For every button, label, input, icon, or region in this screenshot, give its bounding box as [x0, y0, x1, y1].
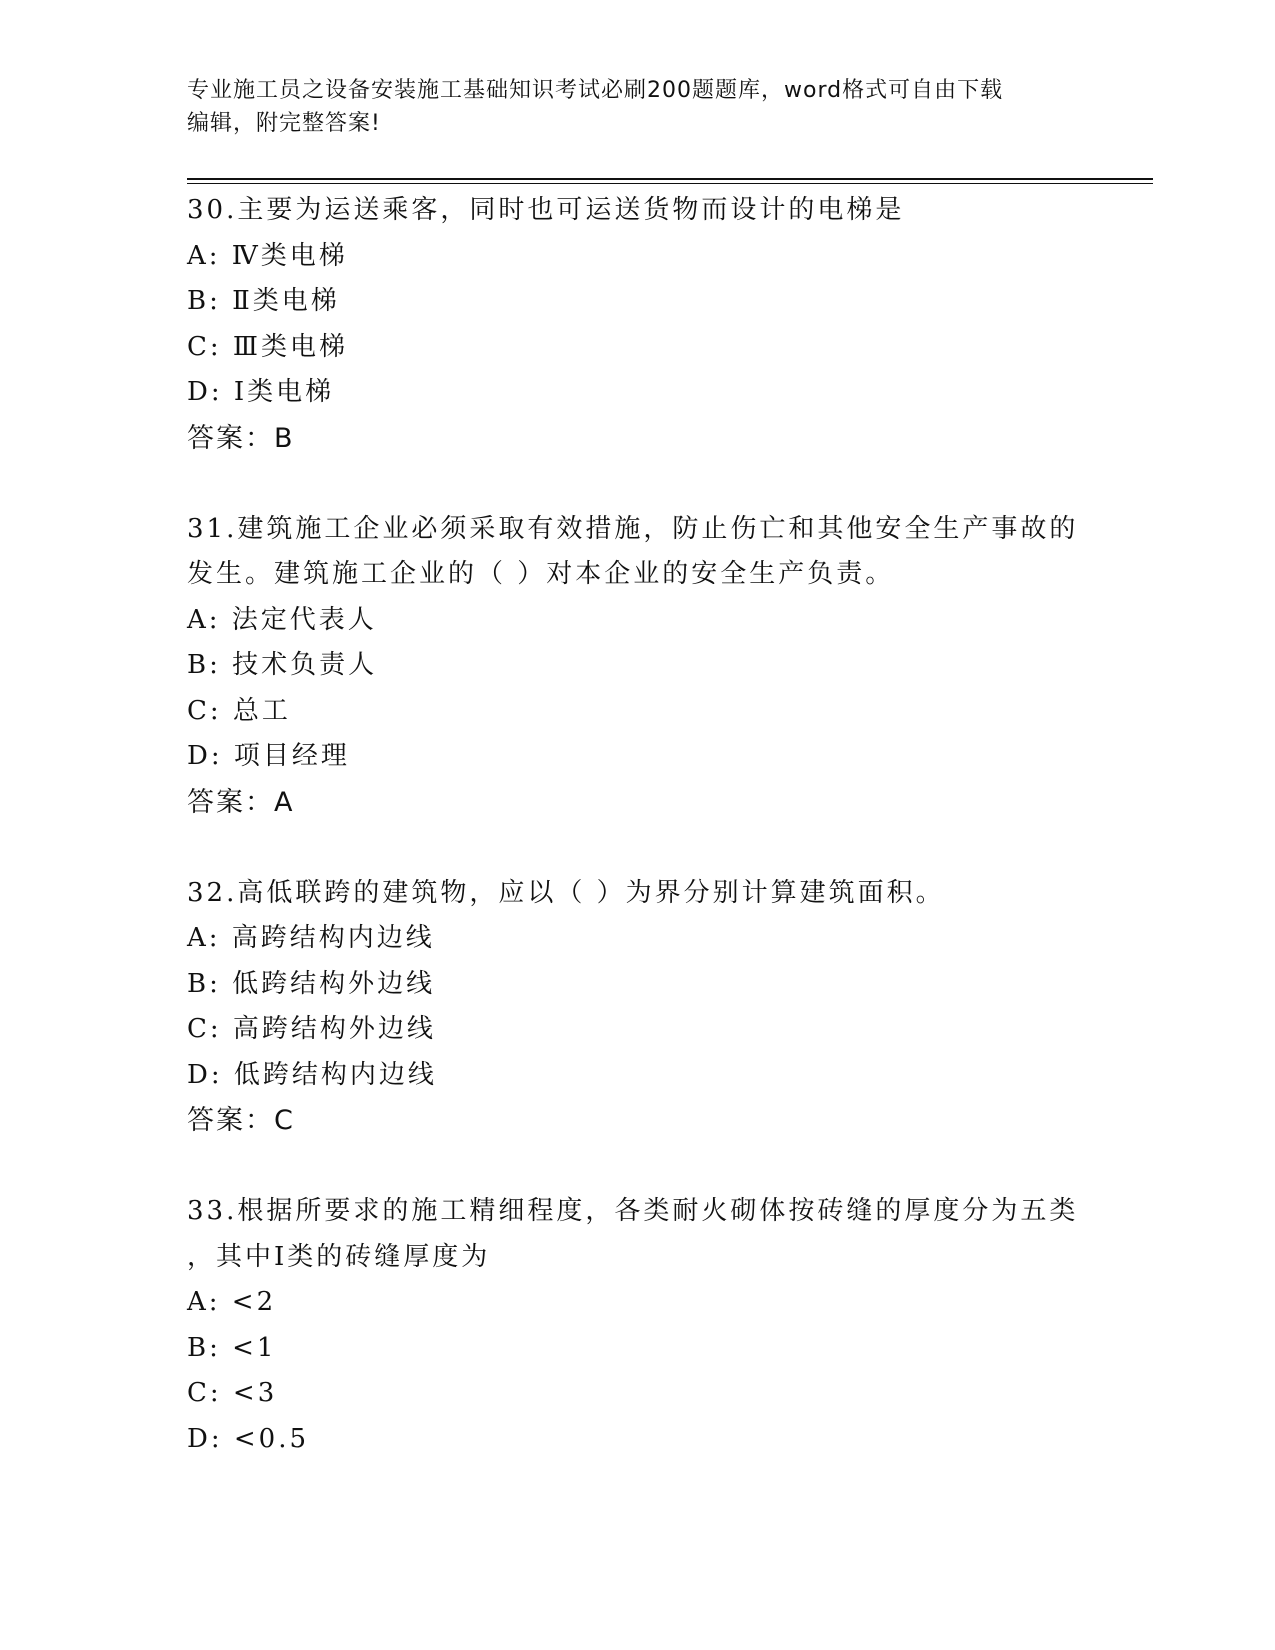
document-header — [187, 74, 1067, 140]
question-stem: 33.根据所要求的施工精细程度，各类耐火砌体按砖缝的厚度分为五类 — [187, 1196, 1079, 1226]
question-30 — [187, 188, 1087, 461]
option-c: C: 总工 — [187, 695, 291, 726]
option-c: C: <3 — [187, 1378, 278, 1408]
option-d: D: <0.5 — [187, 1423, 310, 1454]
question-31 — [187, 507, 1087, 826]
question-spacer — [187, 461, 1087, 507]
answer-label: 答案：C — [187, 1105, 295, 1136]
option-a: A: <2 — [187, 1287, 277, 1317]
question-stem-continued: ，其中Ⅰ类的砖缝厚度为 — [187, 1241, 491, 1272]
option-d: D: 项目经理 — [187, 741, 350, 771]
option-b: B: 低跨结构外边线 — [187, 968, 436, 999]
question-spacer — [187, 1144, 1087, 1190]
question-list — [187, 188, 1087, 1462]
question-stem: 30.主要为运送乘客，同时也可运送货物而设计的电梯是 — [187, 195, 905, 225]
option-b: B: <1 — [187, 1332, 277, 1363]
header-divider-thick — [187, 178, 1153, 180]
question-stem: 32.高低联跨的建筑物，应以（ ）为界分别计算建筑面积。 — [187, 877, 945, 908]
answer-label: 答案：B — [187, 422, 295, 454]
option-c: C: 高跨结构外边线 — [187, 1014, 436, 1044]
header-divider-thin — [187, 183, 1153, 184]
question-32 — [187, 871, 1087, 1144]
option-d: D: Ⅰ类电梯 — [187, 377, 335, 407]
question-33 — [187, 1189, 1087, 1462]
option-c: C: Ⅲ类电梯 — [187, 331, 348, 362]
header-line-2: 编辑，附完整答案! — [187, 111, 381, 136]
option-a: A: 高跨结构内边线 — [187, 923, 435, 953]
option-b: B: 技术负责人 — [187, 650, 378, 680]
question-spacer — [187, 825, 1087, 871]
question-stem: 31.建筑施工企业必须采取有效措施，防止伤亡和其他安全生产事故的 — [187, 513, 1079, 544]
option-d: D: 低跨结构内边线 — [187, 1059, 437, 1090]
header-line-1: 专业施工员之设备安装施工基础知识考试必刷200题题库，word格式可自由下载 — [187, 78, 1004, 103]
option-a: A: Ⅳ类电梯 — [187, 240, 348, 271]
question-stem-continued: 发生。建筑施工企业的（ ）对本企业的安全生产负责。 — [187, 559, 895, 589]
option-b: B: Ⅱ类电梯 — [187, 286, 340, 316]
answer-label: 答案：A — [187, 786, 295, 818]
option-a: A: 法定代表人 — [187, 604, 377, 635]
